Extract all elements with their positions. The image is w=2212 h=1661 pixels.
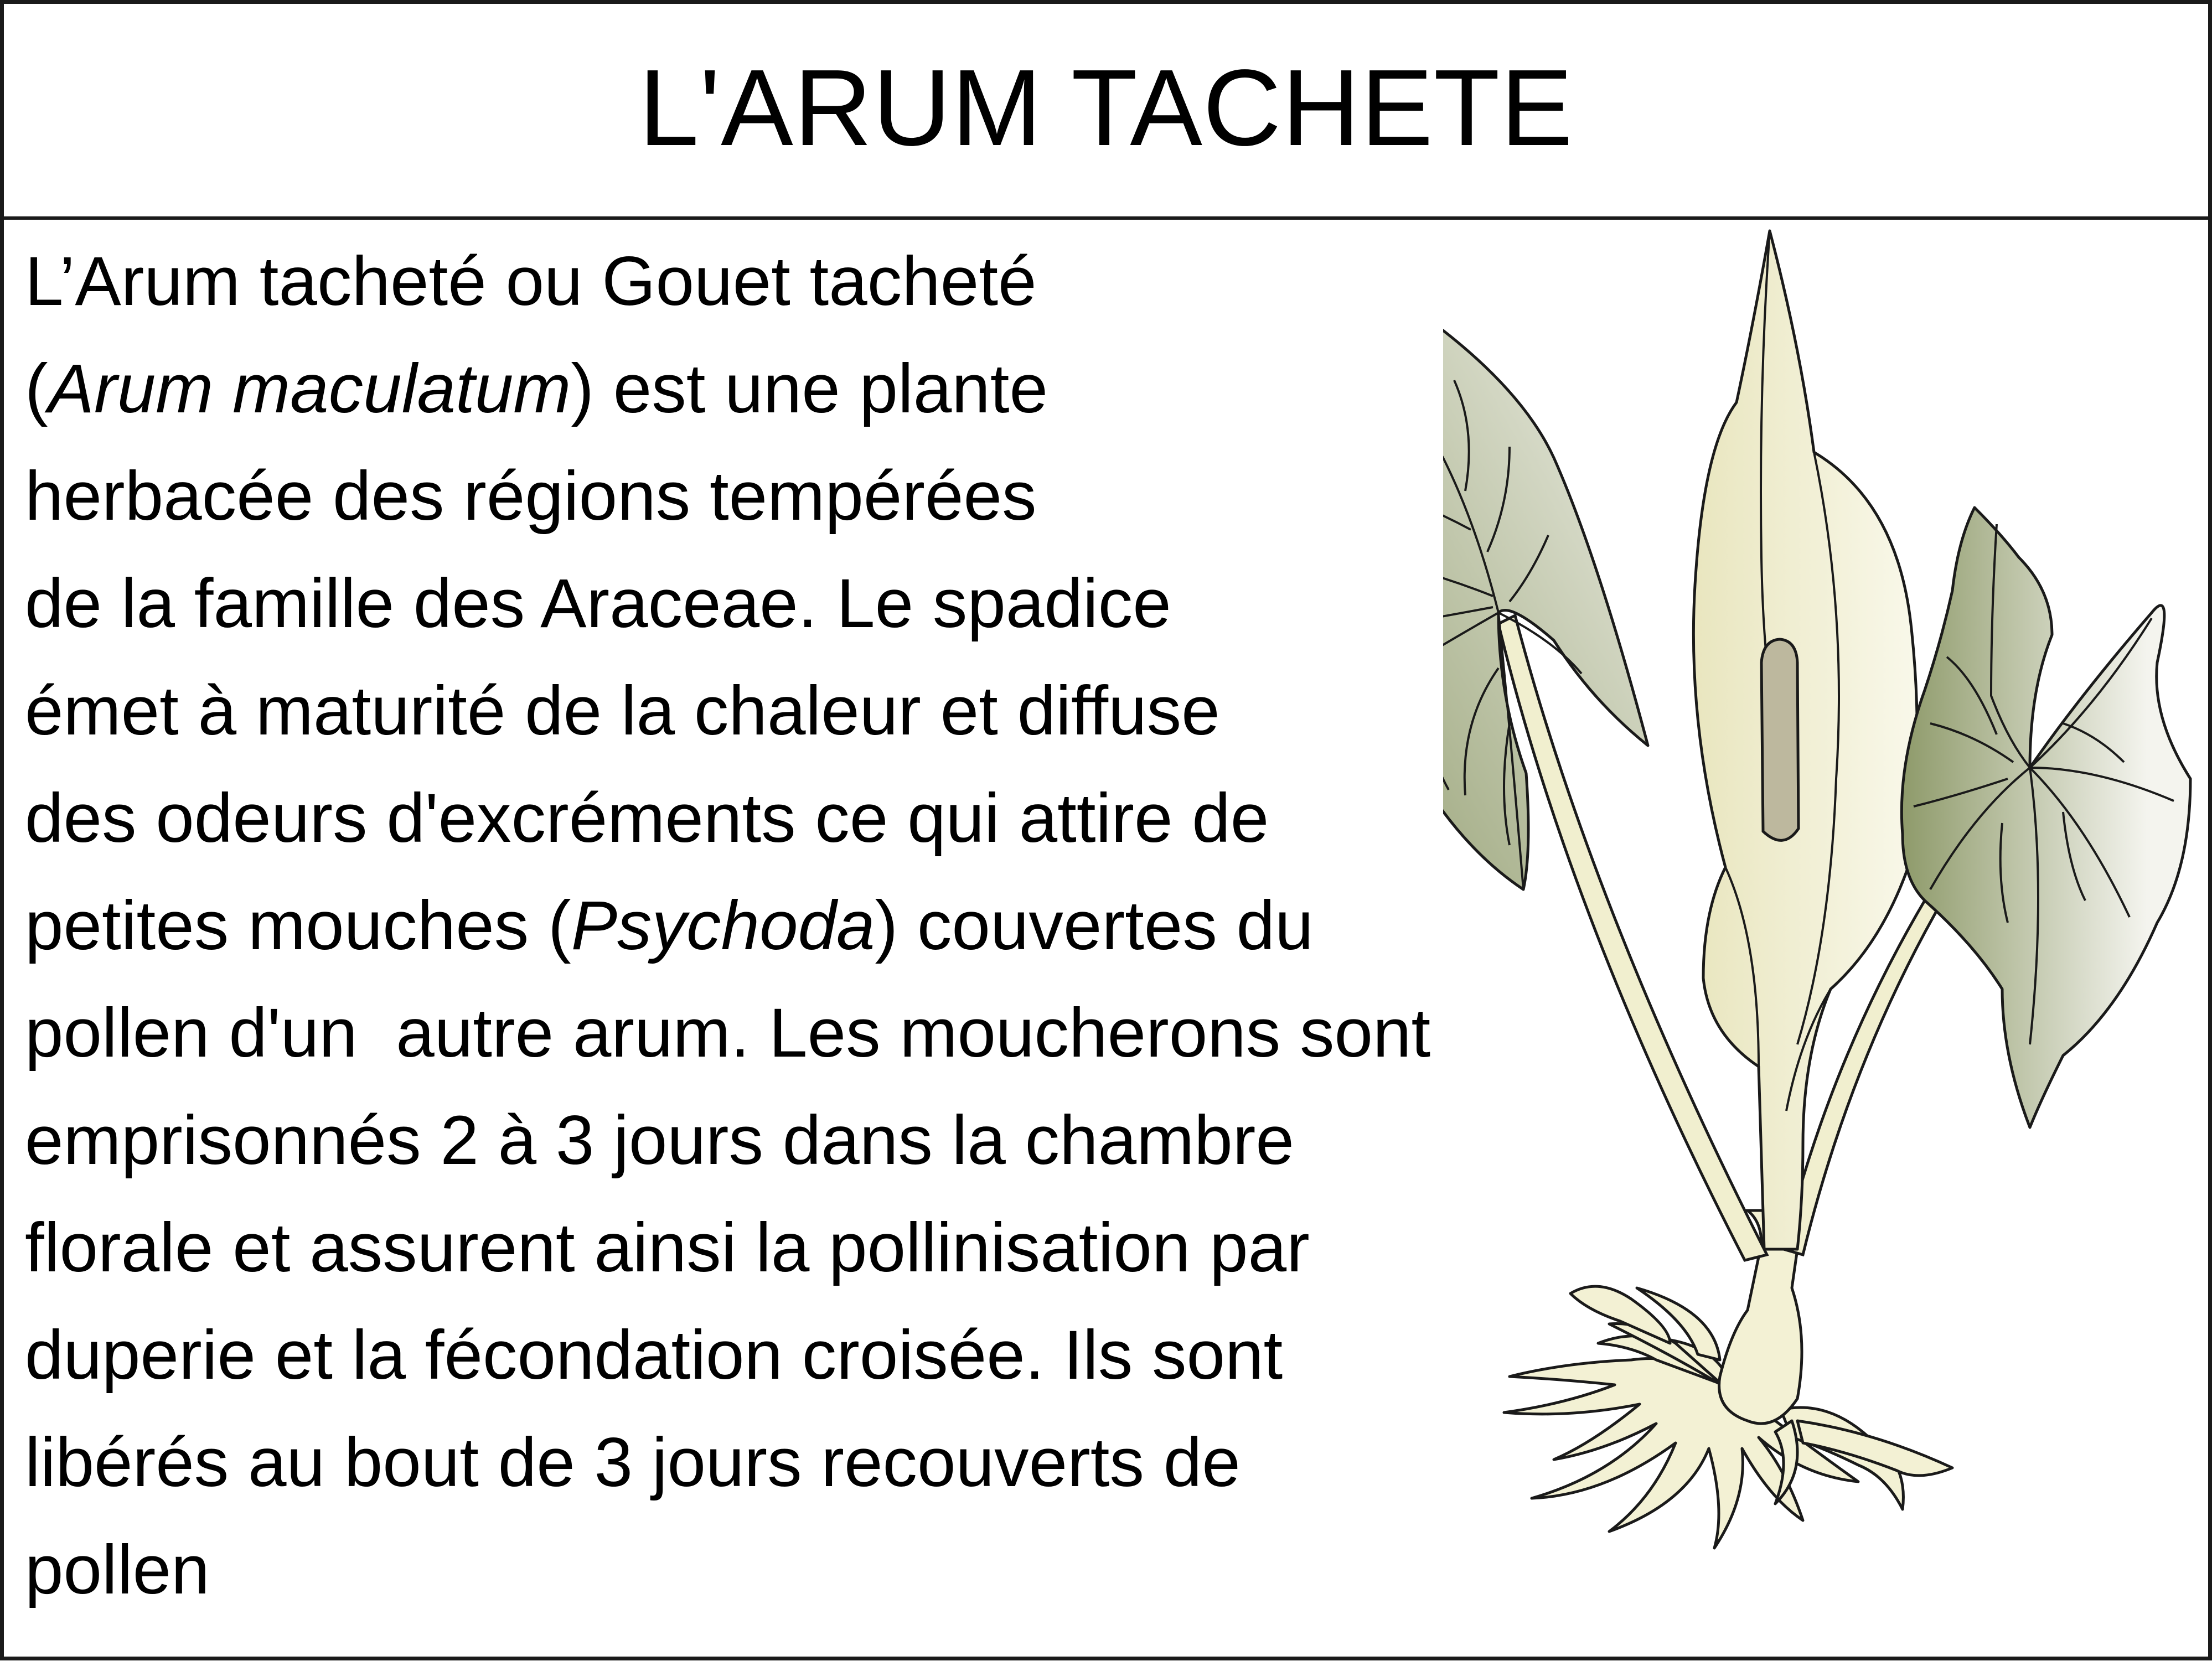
text-fragment: ) couvertes du (875, 887, 1314, 964)
genus-name: Psychoda (571, 887, 875, 964)
arum-plant-illustration (1443, 220, 2212, 1661)
spathe (1693, 231, 1917, 1249)
description-paragraph (25, 228, 1630, 1624)
text-line: herbacée des régions tempérées (25, 458, 1037, 535)
roots (1504, 1286, 1952, 1548)
spadix (1761, 639, 1798, 840)
text-line: libérés au bout de 3 jours recouverts de (25, 1424, 1241, 1501)
title-bar (4, 4, 2208, 220)
text-line: pollen (25, 1531, 210, 1608)
text-line: des odeurs d'excréments ce qui attire de (25, 780, 1269, 857)
text-line: L’Arum tacheté ou Gouet tacheté (25, 243, 1037, 320)
text-line: de la famille des Araceae. Le spadice (25, 565, 1171, 642)
text-line: emprisonnés 2 à 3 jours dans la chambre (25, 1102, 1294, 1179)
text-line: florale et assurent ainsi la pollinisation par (25, 1209, 1310, 1286)
text-line: émet à maturité de la chaleur et diffuse (25, 672, 1220, 749)
species-name: Arum maculatum (48, 350, 571, 427)
text-line: duperie et la fécondation croisée. Ils sont (25, 1317, 1283, 1394)
text-line: pollen d'un autre arum. Les moucherons sont (25, 995, 1431, 1072)
text-line (25, 335, 1630, 443)
text-line (25, 872, 1630, 980)
page-title: L'ARUM TACHETE (638, 46, 1574, 168)
right-leaf (1901, 508, 2190, 1127)
text-fragment: petites mouches ( (25, 887, 571, 964)
paren-open: ( (25, 350, 48, 427)
text-fragment: ) est une plante (571, 350, 1048, 427)
